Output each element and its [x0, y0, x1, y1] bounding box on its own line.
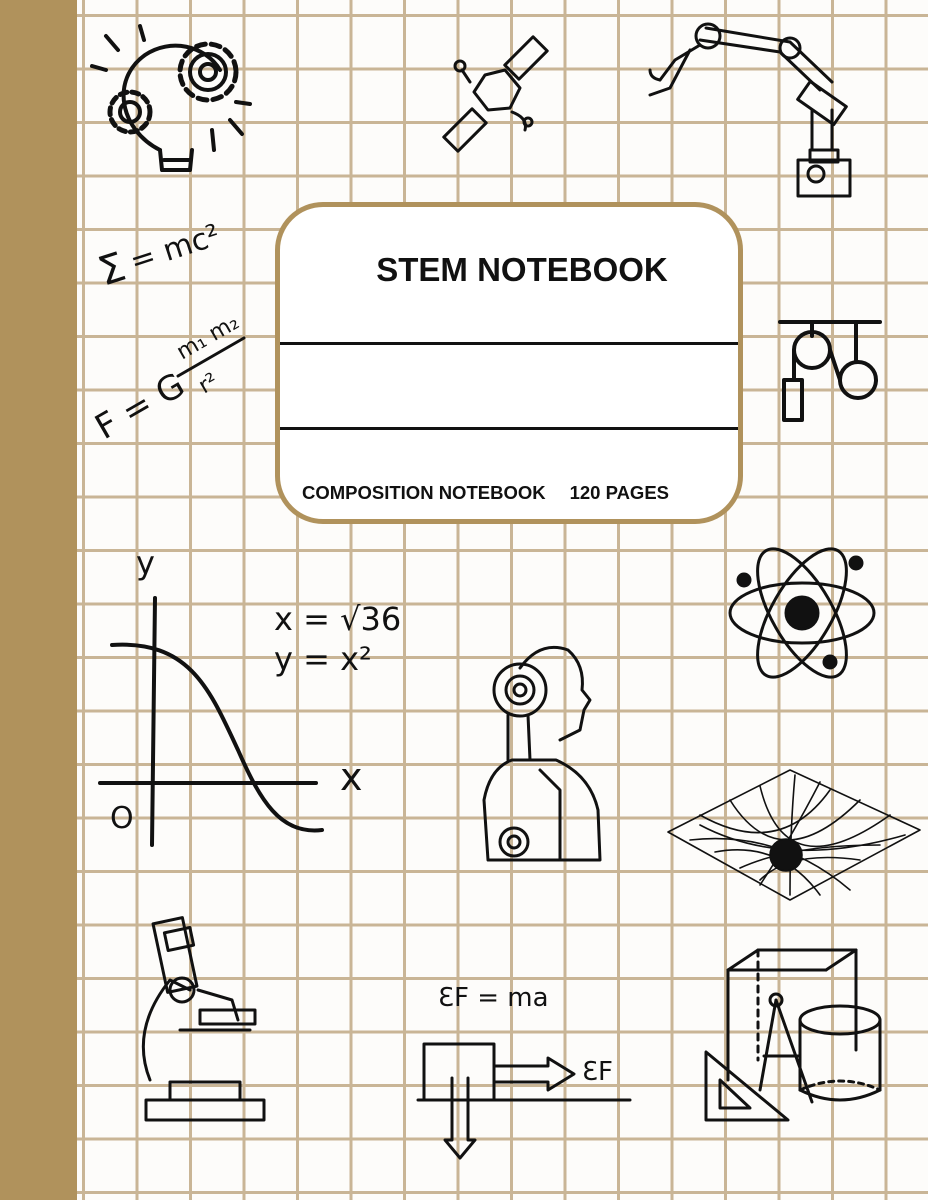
energy-rest-text: = mc²: [125, 217, 225, 280]
cover-footer: [302, 482, 669, 504]
cover-title: STEM NOTEBOOK: [376, 251, 668, 288]
robot-icon: [484, 647, 600, 860]
gravity-left-text: F = G: [88, 365, 192, 448]
subject-line: [280, 427, 738, 430]
gravity-well-icon: [668, 770, 920, 900]
force-equation-text: ƐF = ma: [438, 983, 549, 1013]
y-axis-line: [152, 598, 155, 845]
satellite-icon: [444, 37, 547, 151]
cover-label: [275, 202, 743, 524]
geometry-tools-icon: [706, 950, 880, 1120]
gravity-numerator-text: m₁ m₂: [172, 309, 244, 366]
energy-symbol-e: Σ: [92, 243, 132, 296]
robotic-arm-icon: [650, 24, 850, 196]
axis-x-label: x: [340, 755, 363, 799]
axis-y-label: y: [136, 544, 155, 582]
cover-subtitle: COMPOSITION NOTEBOOK: [302, 482, 546, 503]
microscope-icon: [143, 918, 264, 1120]
root-equation-text: x = √36: [274, 600, 402, 638]
name-line: [280, 342, 738, 345]
atom-icon: [730, 536, 874, 691]
pulley-icon: [780, 322, 880, 420]
lightbulb-gears-icon: [92, 26, 250, 170]
origin-label: O: [110, 801, 134, 836]
page-count: 120 PAGES: [569, 482, 669, 503]
force-arrow-label: ƐF: [582, 1057, 613, 1087]
gravity-denominator-text: r²: [194, 368, 223, 400]
square-equation-text: y = x²: [274, 640, 372, 678]
